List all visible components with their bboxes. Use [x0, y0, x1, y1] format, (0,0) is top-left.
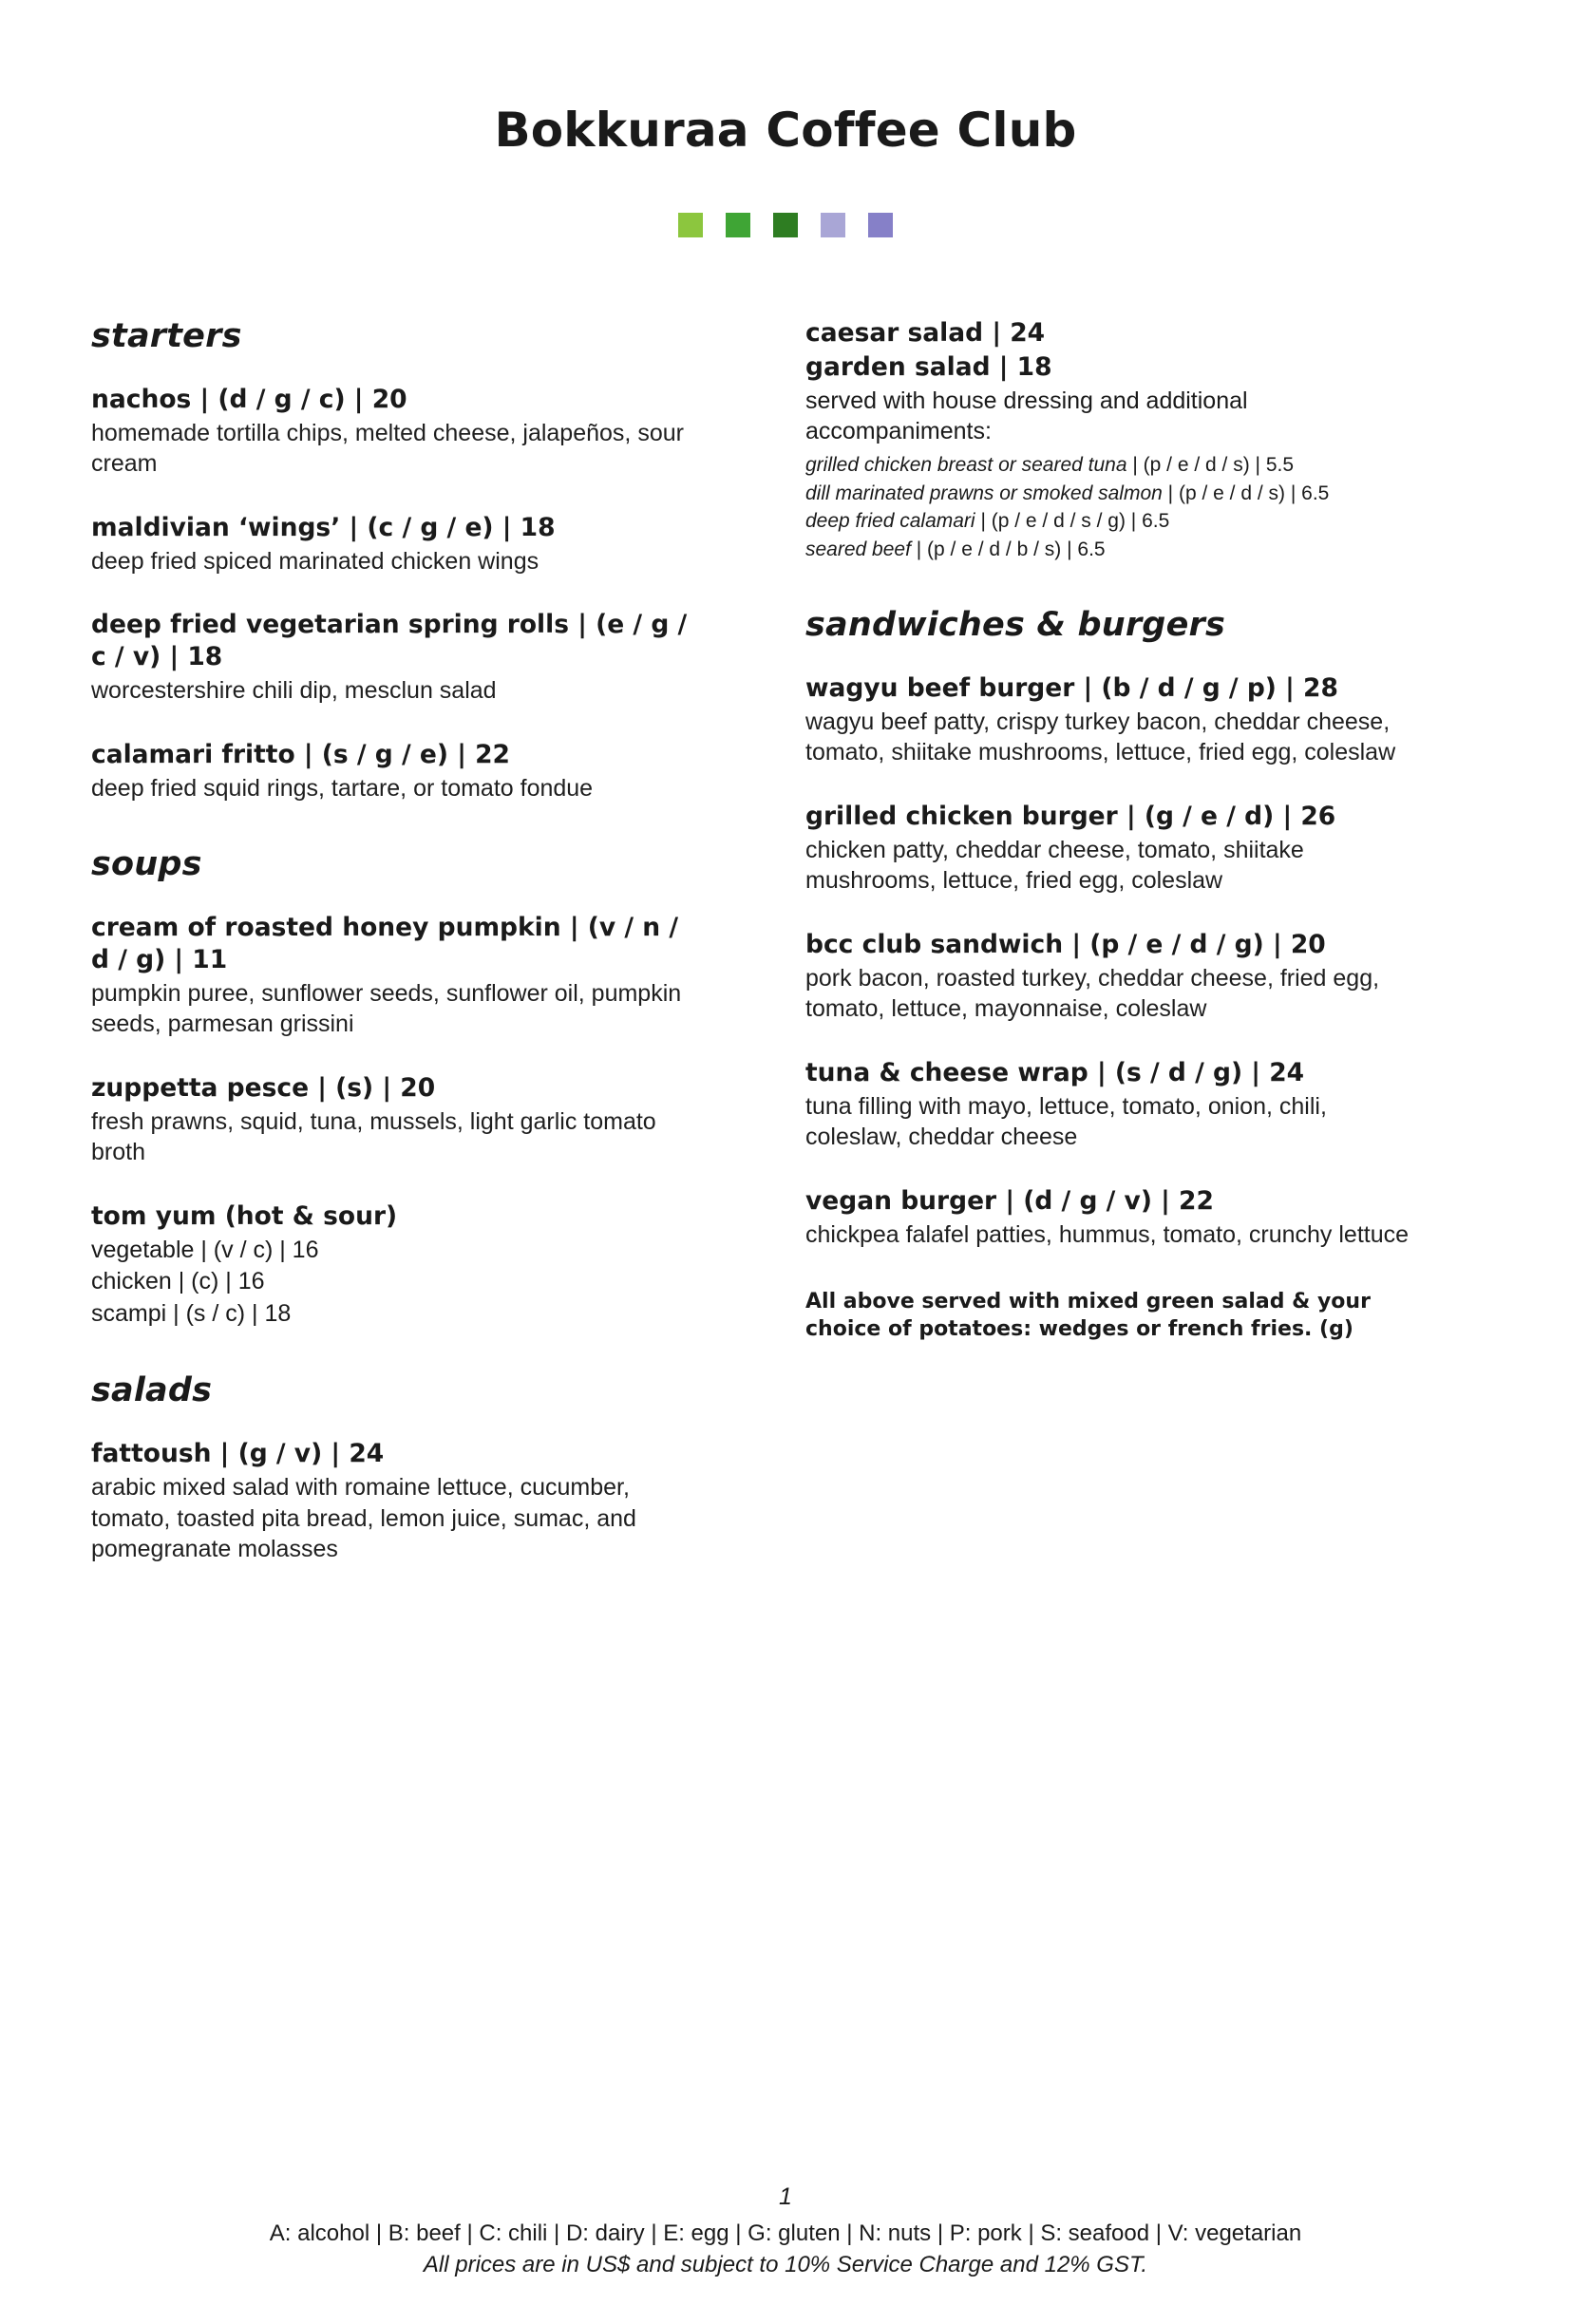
accompaniment-codes: | (p / e / d / s) |: [1132, 453, 1260, 476]
item-description: deep fried squid rings, tartare, or tomato fondue: [91, 774, 594, 802]
item-description: homemade tortilla chips, melted cheese, jalapeños, sour cream: [91, 419, 684, 478]
menu-item: [805, 672, 1413, 768]
item-variant: chicken | (c) | 16: [91, 1268, 265, 1295]
item-name: tom yum (hot & sour): [91, 1200, 398, 1231]
item-description: pork bacon, roasted turkey, cheddar cheese, fried egg, tomato, lettuce, mayonnaise, coleslaw: [805, 964, 1380, 1023]
color-swatch-row: [0, 213, 1571, 237]
left-column: [91, 317, 699, 1597]
item-description: pumpkin puree, sunflower seeds, sunflower oil, pumpkin seeds, parmesan grissini: [91, 979, 682, 1038]
menu-item: [805, 929, 1413, 1025]
item-variant: vegetable | (v / c) | 16: [91, 1236, 319, 1263]
accompaniment-codes: | (p / e / d / b / s) |: [916, 538, 1072, 561]
allergen-legend: A: alcohol | B: beef | C: chili | D: dairy | E: egg | G: gluten | N: nuts | P: pork | S: seafood | V: vegetarian: [269, 2220, 1302, 2247]
item-variant-list: [91, 1235, 699, 1331]
accompaniment-name: deep fried calamari: [805, 510, 975, 533]
swatch-1: [678, 213, 703, 237]
swatch-3: [773, 213, 798, 237]
item-description: tuna filling with mayo, lettuce, tomato, onion, chili, coleslaw, cheddar cheese: [805, 1092, 1327, 1151]
item-name: wagyu beef burger | (b / d / g / p) | 28: [805, 673, 1338, 704]
item-name: tuna & cheese wrap | (s / d / g) | 24: [805, 1057, 1305, 1087]
accompaniment-price: 6.5: [1301, 482, 1330, 504]
item-name: nachos | (d / g / c) | 20: [91, 385, 407, 414]
item-name: cream of roasted honey pumpkin | (v / n / d / g) | 11: [91, 913, 679, 974]
accompaniment-row: [805, 507, 1413, 536]
pricing-terms: All prices are in US$ and subject to 10% Service Charge and 12% GST.: [423, 2251, 1148, 2277]
right-column: [805, 317, 1413, 1597]
item-description: chickpea falafel patties, hummus, tomato, crunchy lettuce: [805, 1220, 1410, 1248]
swatch-5: [868, 213, 893, 237]
accompaniment-codes: | (p / e / d / s) |: [1167, 482, 1297, 504]
menu-item: [91, 609, 699, 706]
item-variant: scampi | (s / c) | 18: [91, 1299, 292, 1327]
menu-item: [91, 912, 699, 1040]
accompaniment-name: grilled chicken breast or seared tuna: [805, 453, 1127, 476]
swatch-2: [726, 213, 750, 237]
accompaniment-price: 5.5: [1265, 453, 1295, 476]
swatch-4: [821, 213, 845, 237]
item-name: deep fried vegetarian spring rolls | (e / g / c / v) | 18: [91, 610, 688, 672]
item-name: bcc club sandwich | (p / e / d / g) | 20: [805, 929, 1326, 959]
item-name: caesar salad | 24: [805, 318, 1046, 348]
menu-item-salads-continued: [805, 317, 1413, 564]
accompaniment-price: 6.5: [1077, 538, 1106, 561]
accompaniment-list: [805, 451, 1413, 564]
item-description: wagyu beef patty, crispy turkey bacon, cheddar cheese, tomato, shiitake mushrooms, lettuce, fried egg, coleslaw: [805, 708, 1396, 766]
menu-item: [91, 1438, 699, 1564]
section-heading-salads: salads: [91, 1371, 213, 1410]
section-heading-sandwiches-burgers: sandwiches & burgers: [805, 606, 1225, 645]
menu-item: [805, 1185, 1413, 1250]
page-footer: [0, 2183, 1571, 2280]
item-description: arabic mixed salad with romaine lettuce, cucumber, tomato, toasted pita bread, lemon juice, sumac, and pomegranate molasses: [91, 1474, 636, 1563]
menu-item: [91, 739, 699, 803]
item-name: fattoush | (g / v) | 24: [91, 1439, 385, 1469]
page-title: Bokkuraa Coffee Club: [494, 103, 1077, 158]
page-number: 1: [779, 2183, 792, 2211]
accompaniment-row: [805, 451, 1413, 480]
menu-item: [91, 1200, 699, 1330]
section-heading-soups: soups: [91, 845, 202, 884]
item-name: zuppetta pesce | (s) | 20: [91, 1072, 436, 1103]
section-heading-starters: starters: [91, 317, 242, 355]
menu-item: [805, 1057, 1413, 1153]
menu-columns: [0, 317, 1571, 1597]
menu-item: [91, 512, 699, 576]
item-name: calamari fritto | (s / g / e) | 22: [91, 739, 510, 769]
item-description: chicken patty, cheddar cheese, tomato, shiitake mushrooms, lettuce, fried egg, coleslaw: [805, 836, 1304, 895]
menu-item: [91, 384, 699, 480]
menu-page: [0, 103, 1571, 2324]
accompaniment-codes: | (p / e / d / s / g) |: [980, 510, 1137, 533]
item-name: garden salad | 18: [805, 351, 1052, 382]
item-description: served with house dressing and additional accompaniments:: [805, 387, 1248, 445]
accompaniment-name: seared beef: [805, 538, 911, 561]
item-description: deep fried spiced marinated chicken wings: [91, 547, 539, 575]
item-name: grilled chicken burger | (g / e / d) | 26: [805, 801, 1336, 831]
item-name: vegan burger | (d / g / v) | 22: [805, 1185, 1214, 1216]
sandwiches-footnote: All above served with mixed green salad & your choice of potatoes: wedges or french fries. (g): [805, 1290, 1371, 1342]
accompaniment-row: [805, 536, 1413, 564]
menu-item: [805, 801, 1413, 897]
item-name: maldivian ‘wings’ | (c / g / e) | 18: [91, 512, 556, 542]
accompaniment-row: [805, 480, 1413, 508]
item-description: fresh prawns, squid, tuna, mussels, light garlic tomato broth: [91, 1107, 656, 1166]
accompaniment-price: 6.5: [1142, 510, 1170, 533]
accompaniment-name: dill marinated prawns or smoked salmon: [805, 482, 1163, 504]
menu-item: [91, 1072, 699, 1168]
item-description: worcestershire chili dip, mesclun salad: [91, 677, 497, 705]
